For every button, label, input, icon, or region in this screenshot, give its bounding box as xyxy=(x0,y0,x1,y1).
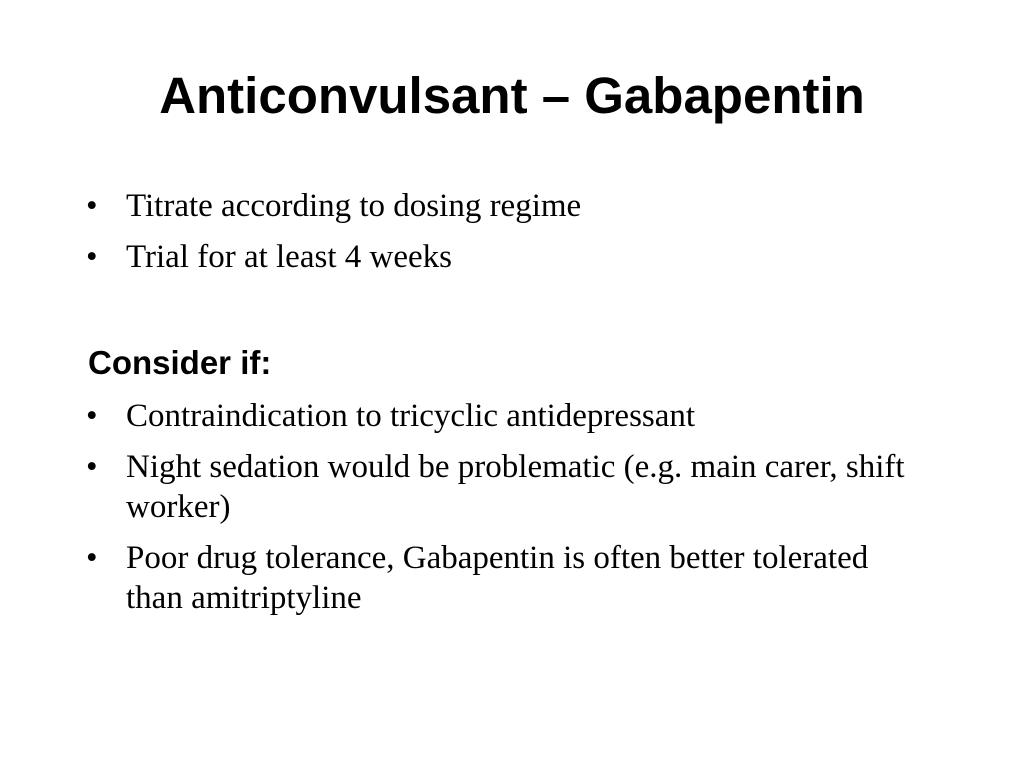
bullet-icon: • xyxy=(86,188,98,224)
top-bullet-list xyxy=(86,186,926,288)
bullet-icon: • xyxy=(86,449,98,485)
bullet-item xyxy=(86,396,926,436)
bullet-item xyxy=(86,447,926,527)
bullet-text: Trial for at least 4 weeks xyxy=(126,239,452,275)
consider-bullet-list xyxy=(86,396,926,629)
consider-heading: Consider if: xyxy=(88,344,272,381)
bullet-text: Contraindication to tricyclic antidepressant xyxy=(126,398,696,434)
bullet-item xyxy=(86,538,926,618)
bullet-item xyxy=(86,186,926,226)
bullet-icon: • xyxy=(86,540,98,576)
bullet-icon: • xyxy=(86,398,98,434)
slide-title: Anticonvulsant – Gabapentin xyxy=(159,67,865,124)
bullet-text: Titrate according to dosing regime xyxy=(126,188,582,224)
bullet-item xyxy=(86,237,926,277)
bullet-text: Night sedation would be problematic (e.g. main carer, shift worker) xyxy=(126,449,905,525)
bullet-text: Poor drug tolerance, Gabapentin is often better tolerated than amitriptyline xyxy=(126,540,869,616)
bullet-icon: • xyxy=(86,239,98,275)
